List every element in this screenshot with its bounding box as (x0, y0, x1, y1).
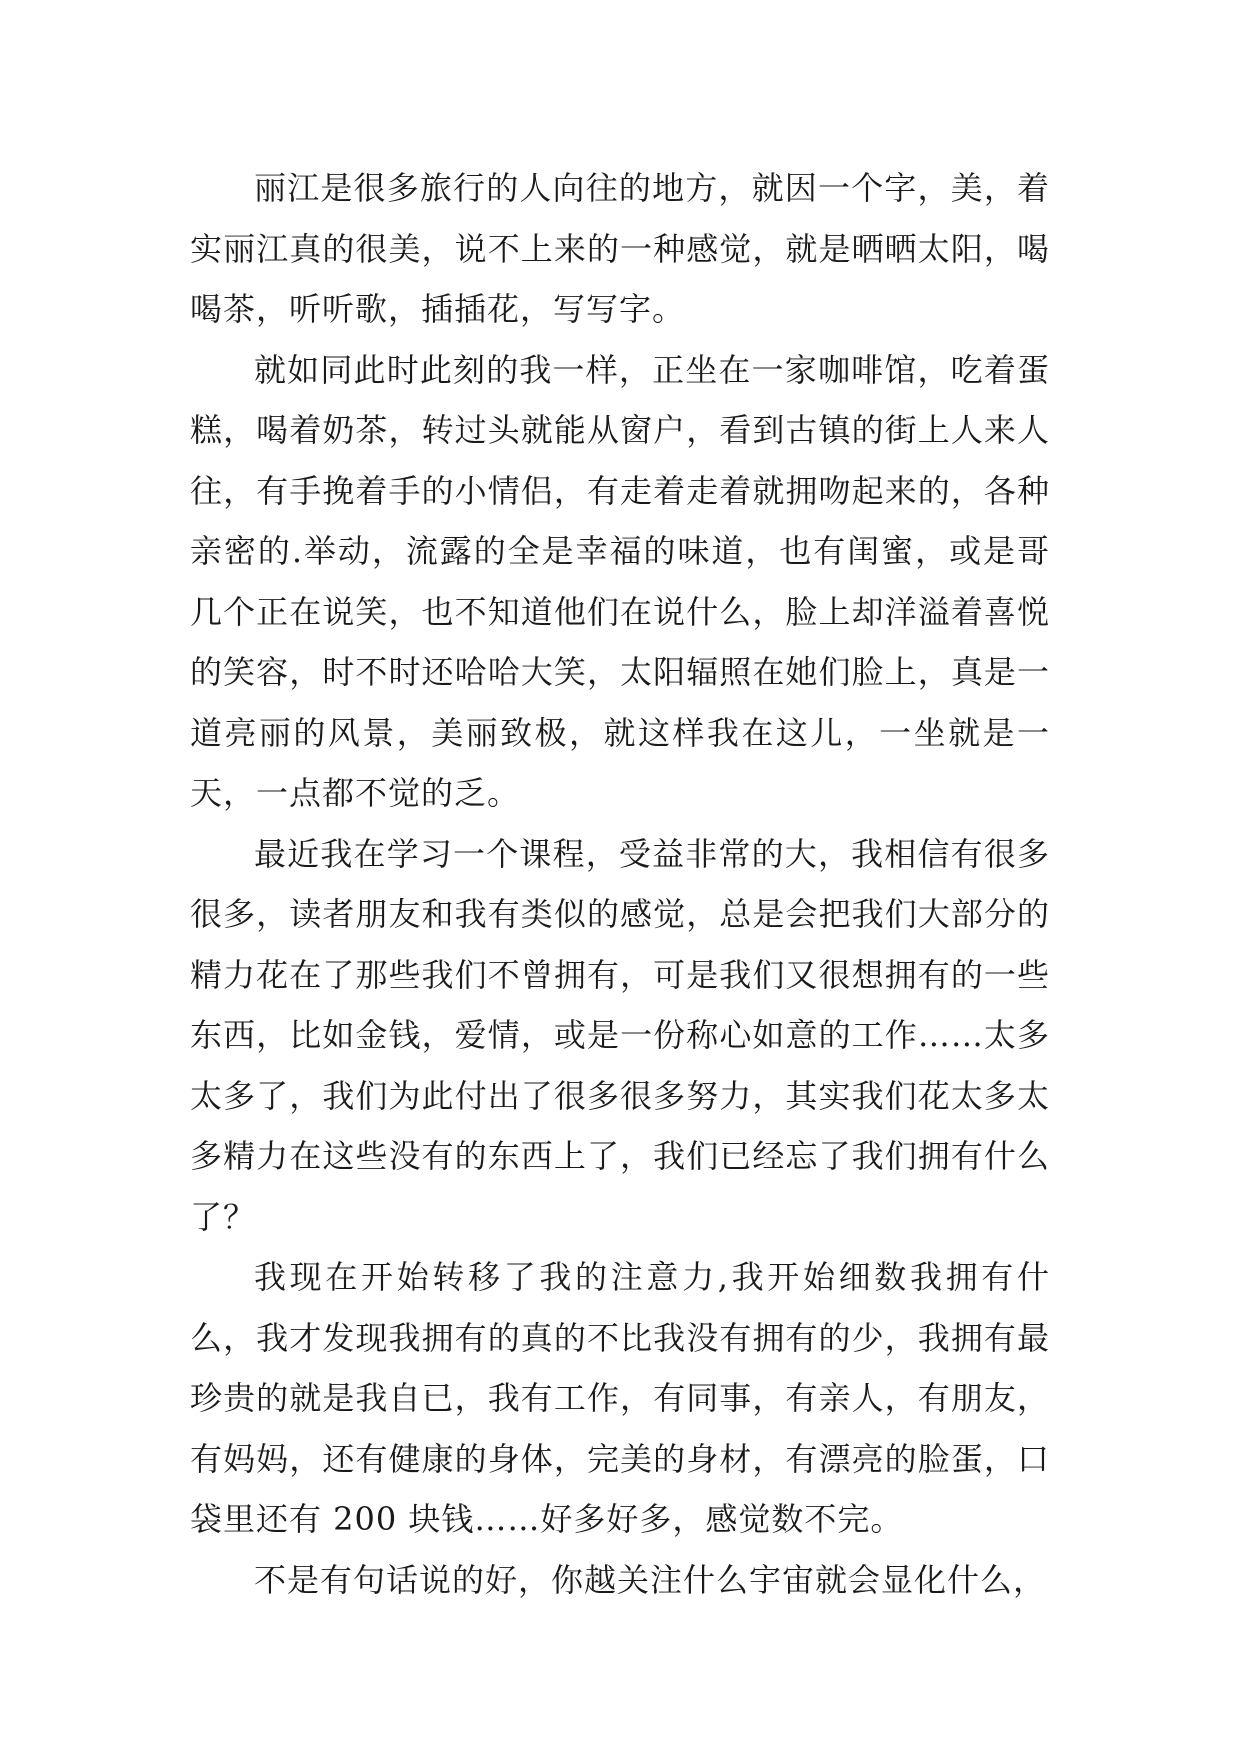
paragraph: 不是有句话说的好，你越关注什么宇宙就会显化什么， (254, 1560, 1047, 1599)
paragraph: 我现在开始转移了我的注意力,我开始细数我拥有什么，我才发现我拥有的真的不比我没有拥有的少，我拥有最珍贵的就是我自已，我有工作，有同事，有亲人，有朋友，有妈妈，还有健康的身体，完美的身材，有漂亮的脸蛋，口袋里还有 200 块钱……好多好多，感觉数不完。 (190, 1258, 1050, 1538)
paragraph: 丽江是很多旅行的人向往的地方，就因一个字，美，着实丽江真的很美，说不上来的一种感觉，就是晒晒太阳，喝喝茶，听听歌，插插花，写写字。 (190, 169, 1050, 328)
document-body (190, 158, 1050, 1610)
paragraph: 最近我在学习一个课程，受益非常的大，我相信有很多很多，读者朋友和我有类似的感觉，总是会把我们大部分的精力花在了那些我们不曾拥有，可是我们又很想拥有的一些东西，比如金钱，爱情，或是一份称心如意的工作……太多太多了，我们为此付出了很多很多努力，其实我们花太多太多精力在这些没有的东西上了，我们已经忘了我们拥有什么了？ (190, 834, 1050, 1236)
paragraph: 就如同此时此刻的我一样，正坐在一家咖啡馆，吃着蛋糕，喝着奶茶，转过头就能从窗户，看到古镇的街上人来人往，有手挽着手的小情侣，有走着走着就拥吻起来的，各种亲密的.举动，流露的全是幸福的味道，也有闺蜜，或是哥几个正在说笑，也不知道他们在说什么，脸上却洋溢着喜悦的笑容，时不时还哈哈大笑，太阳辐照在她们脸上，真是一道亮丽的风景，美丽致极，就这样我在这儿，一坐就是一天，一点都不觉的乏。 (190, 350, 1050, 812)
